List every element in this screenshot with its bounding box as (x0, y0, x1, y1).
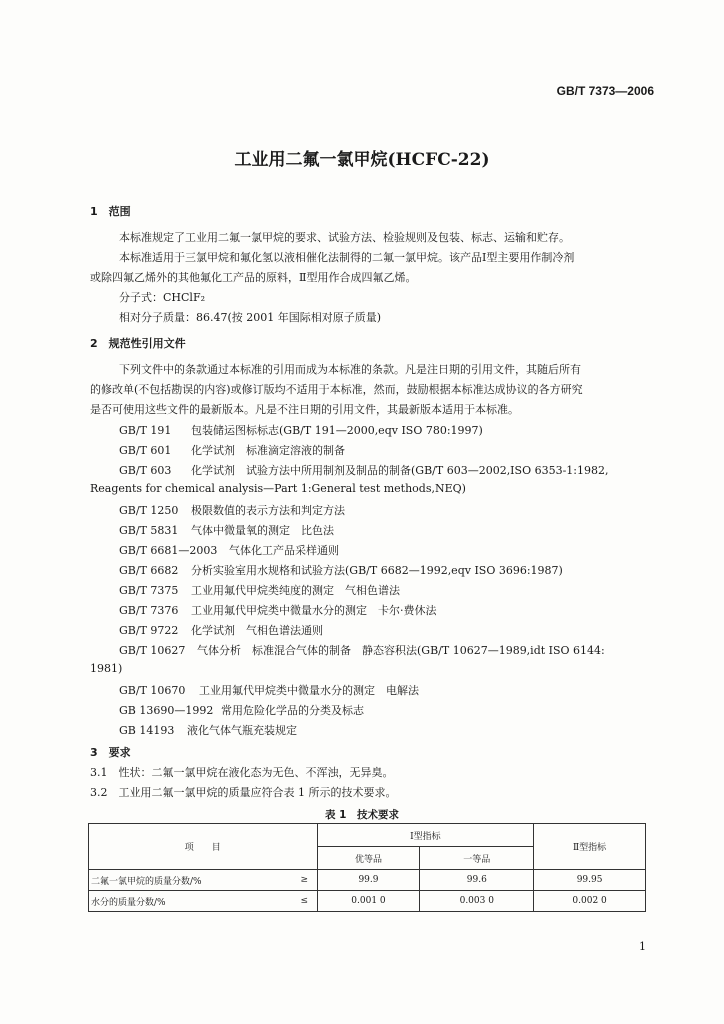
technical-requirements-table (88, 823, 646, 912)
reference-item: GB/T 1250 极限数值的表示方法和判定方法 (119, 504, 345, 517)
header-first-grade: 一等品 (420, 847, 534, 870)
row-operator: ≥ (292, 870, 317, 891)
reference-item: GB/T 603 化学试剂 试验方法中所用制剂及制品的制备(GB/T 603—2002,ISO 6353-1:1982, (119, 464, 609, 477)
normative-intro-line-1: 下列文件中的条款通过本标准的引用而成为本标准的条款。凡是注日期的引用文件，其随后所有 (119, 363, 581, 376)
table-row (89, 870, 646, 891)
standard-number: GB/T 7373—2006 (556, 84, 654, 98)
document-title: 工业用二氟一氯甲烷(HCFC-22) (234, 150, 490, 170)
row-operator: ≤ (292, 891, 317, 912)
clause-3-1: 3.1 性状：二氟一氯甲烷在液化态为无色、不浑浊，无异臭。 (90, 766, 394, 779)
section-3-heading: 3 要求 (90, 746, 131, 759)
reference-item: GB/T 6681—2003 气体化工产品采样通则 (119, 544, 339, 557)
table-row (89, 891, 646, 912)
scope-paragraph-1: 本标准规定了工业用二氟一氯甲烷的要求、试验方法、检验规则及包装、标志、运输和贮存。 (119, 231, 570, 244)
normative-intro-line-3: 是否可使用这些文件的最新版本。凡是不注日期的引用文件，其最新版本适用于本标准。 (90, 403, 519, 416)
reference-item: GB/T 191 包装储运图标标志(GB/T 191—2000,eqv ISO 780:1997) (119, 424, 483, 437)
cell-type-2: 99.95 (534, 870, 646, 891)
cell-first: 0.003 0 (420, 891, 534, 912)
reference-item: GB/T 9722 化学试剂 气相色谱法通则 (119, 624, 323, 637)
section-1-heading: 1 范围 (90, 205, 131, 218)
row-name: 二氟一氯甲烷的质量分数/% (89, 870, 293, 891)
cell-type-2: 0.002 0 (534, 891, 646, 912)
reference-item: GB/T 10670 工业用氟代甲烷类中微量水分的测定 电解法 (119, 684, 419, 697)
header-type-1: Ⅰ型指标 (317, 824, 534, 847)
reference-item: GB/T 7375 工业用氟代甲烷类纯度的测定 气相色谱法 (119, 584, 400, 597)
scope-paragraph-2-line-2: 或除四氟乙烯外的其他氟化工产品的原料，Ⅱ型用作合成四氟乙烯。 (90, 271, 417, 284)
section-2-heading: 2 规范性引用文件 (90, 337, 186, 350)
row-name: 水分的质量分数/% (89, 891, 293, 912)
normative-intro-line-2: 的修改单(不包括勘误的内容)或修订版均不适用于本标准，然而，鼓励根据本标准达成协议的各方研究 (90, 383, 583, 396)
reference-item: GB/T 601 化学试剂 标准滴定溶液的制备 (119, 444, 345, 457)
molecular-formula: 分子式：CHClF₂ (119, 291, 205, 304)
reference-item-continuation: 1981) (90, 662, 123, 675)
cell-excellent: 0.001 0 (317, 891, 420, 912)
reference-item: GB 14193 液化气体气瓶充装规定 (119, 724, 297, 737)
reference-item: GB 13690—1992 常用危险化学品的分类及标志 (119, 704, 364, 717)
reference-item: GB/T 6682 分析实验室用水规格和试验方法(GB/T 6682—1992,eqv ISO 3696:1987) (119, 564, 563, 577)
header-type-2: Ⅱ型指标 (534, 824, 646, 870)
reference-item: GB/T 10627 气体分析 标准混合气体的制备 静态容积法(GB/T 10627—1989,idt ISO 6144: (119, 644, 605, 657)
page-number: 1 (639, 940, 646, 953)
reference-item: GB/T 7376 工业用氟代甲烷类中微量水分的测定 卡尔·费休法 (119, 604, 437, 617)
clause-3-2: 3.2 工业用二氟一氯甲烷的质量应符合表 1 所示的技术要求。 (90, 786, 397, 799)
header-item: 项 目 (89, 824, 318, 870)
scope-paragraph-2-line-1: 本标准适用于三氯甲烷和氟化氢以液相催化法制得的二氟一氯甲烷。该产品Ⅰ型主要用作制冷剂 (119, 251, 575, 264)
cell-first: 99.6 (420, 870, 534, 891)
molecular-mass: 相对分子质量：86.47(按 2001 年国际相对原子质量) (119, 311, 382, 324)
cell-excellent: 99.9 (317, 870, 420, 891)
table-caption: 表 1 技术要求 (325, 809, 399, 821)
reference-item: GB/T 5831 气体中微量氧的测定 比色法 (119, 524, 334, 537)
reference-item-continuation: Reagents for chemical analysis—Part 1:General test methods,NEQ) (90, 482, 466, 495)
header-excellent-grade: 优等品 (317, 847, 420, 870)
